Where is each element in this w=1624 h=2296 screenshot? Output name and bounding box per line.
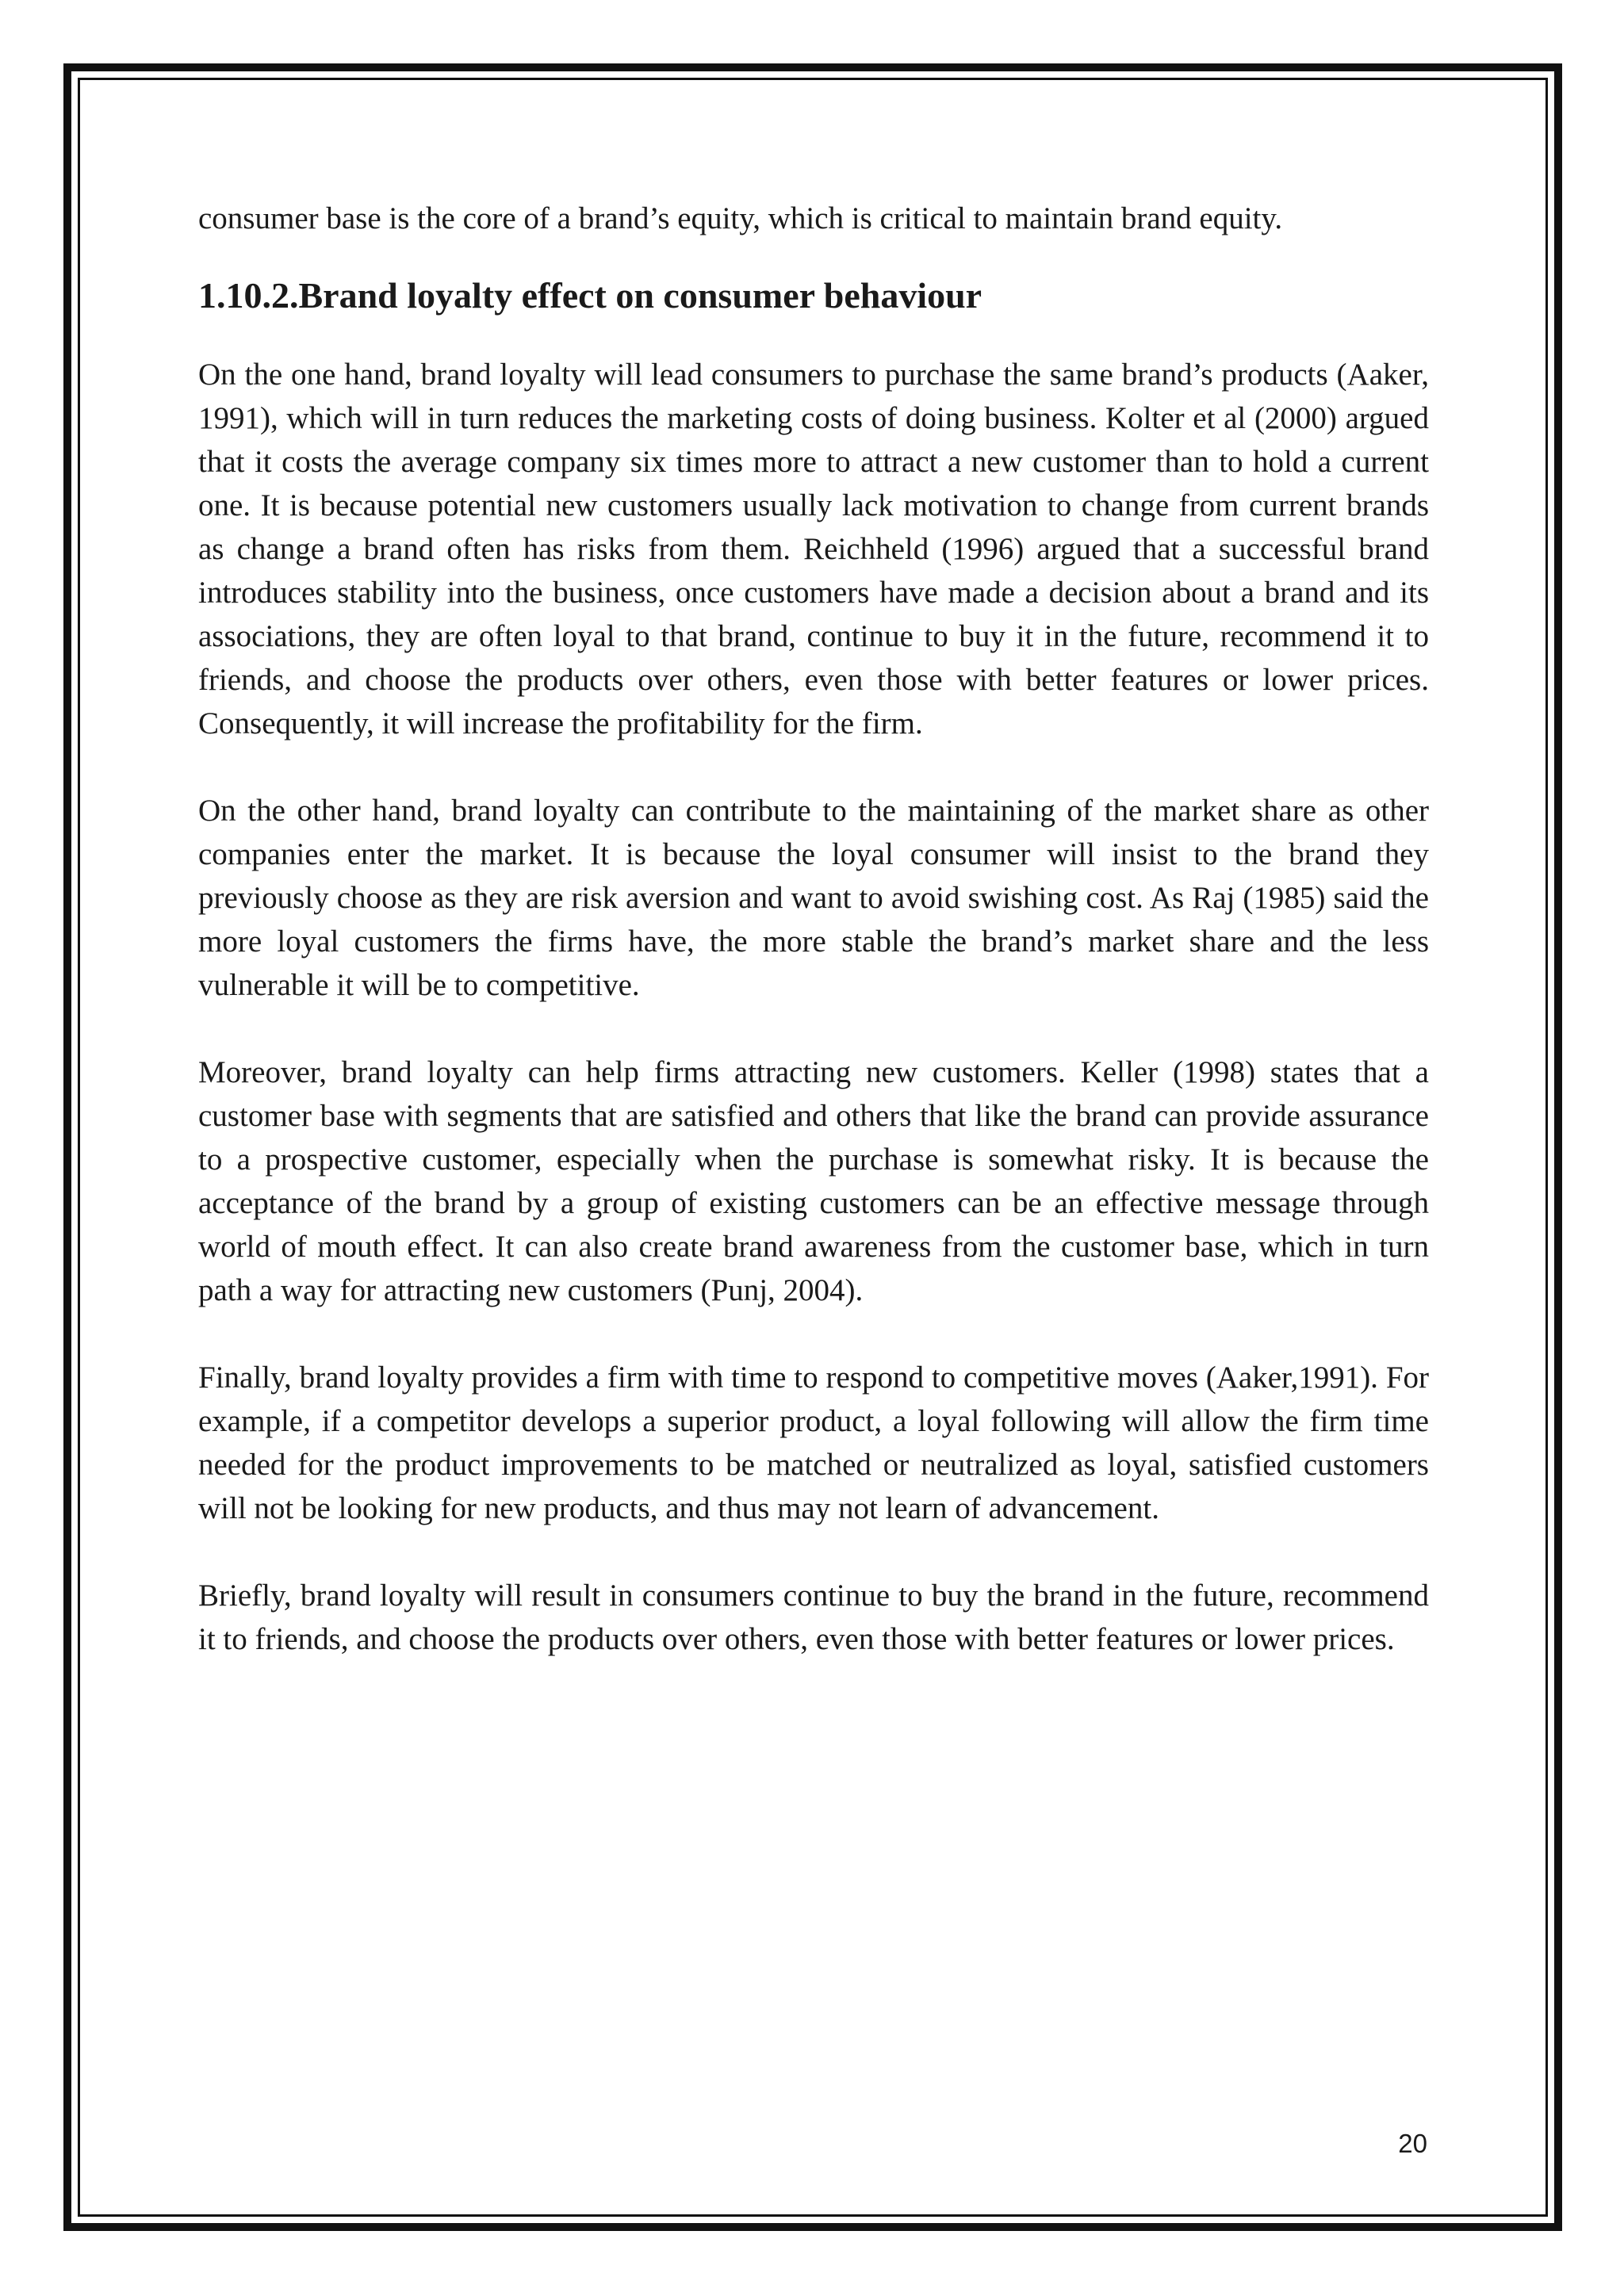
paragraph-5: Briefly, brand loyalty will result in consumers continue to buy the brand in the future, recommend it to friends, and choose the products over others, even those with better features or lower prices. xyxy=(198,1578,1429,1656)
section-heading: 1.10.2.Brand loyalty effect on consumer behaviour xyxy=(198,275,982,316)
paragraph-3: Moreover, brand loyalty can help firms attracting new customers. Keller (1998) states that a customer base with segments that are satisfied and others that like the brand can provide assurance to a prospective customer, especially when the purchase is somewhat risky. It is because the acceptance of the brand by a group of existing customers can be an effective message through world of mouth effect. It can also create brand awareness from the customer base, which in turn path a way for attracting new customers (Punj, 2004). xyxy=(198,1055,1429,1307)
intro-line: consumer base is the core of a brand’s equity, which is critical to maintain brand equity. xyxy=(198,201,1283,235)
paragraph-4: Finally, brand loyalty provides a firm with time to respond to competitive moves (Aaker,1991). For example, if a competitor develops a superior product, a loyal following will allow the firm time needed for the product improvements to be matched or neutralized as loyal, satisfied customers will not be looking for new products, and thus may not learn of advancement. xyxy=(198,1360,1429,1525)
paragraph-1: On the one hand, brand loyalty will lead consumers to purchase the same brand’s products (Aaker, 1991), which will in turn reduces the marketing costs of doing business. Kolter et al (2000) argued that it costs the average company six times more to attract a new customer than to hold a current one. It is because potential new customers usually lack motivation to change from current brands as change a brand often has risks from them. Reichheld (1996) argued that a successful brand introduces stability into the business, once customers have made a decision about a brand and its associations, they are often loyal to that brand, continue to buy it in the future, recommend it to friends, and choose the products over others, even those with better features or lower prices. Consequently, it will increase the profitability for the firm. xyxy=(198,358,1429,740)
page-number: 20 xyxy=(1398,2129,1427,2158)
page-content xyxy=(198,197,1429,1705)
paragraph-2: On the other hand, brand loyalty can contribute to the maintaining of the market share as other companies enter the market. It is because the loyal consumer will insist to the brand they previously choose as they are risk aversion and want to avoid swishing cost. As Raj (1985) said the more loyal customers the firms have, the more stable the brand’s market share and the less vulnerable it will be to competitive. xyxy=(198,794,1429,1002)
